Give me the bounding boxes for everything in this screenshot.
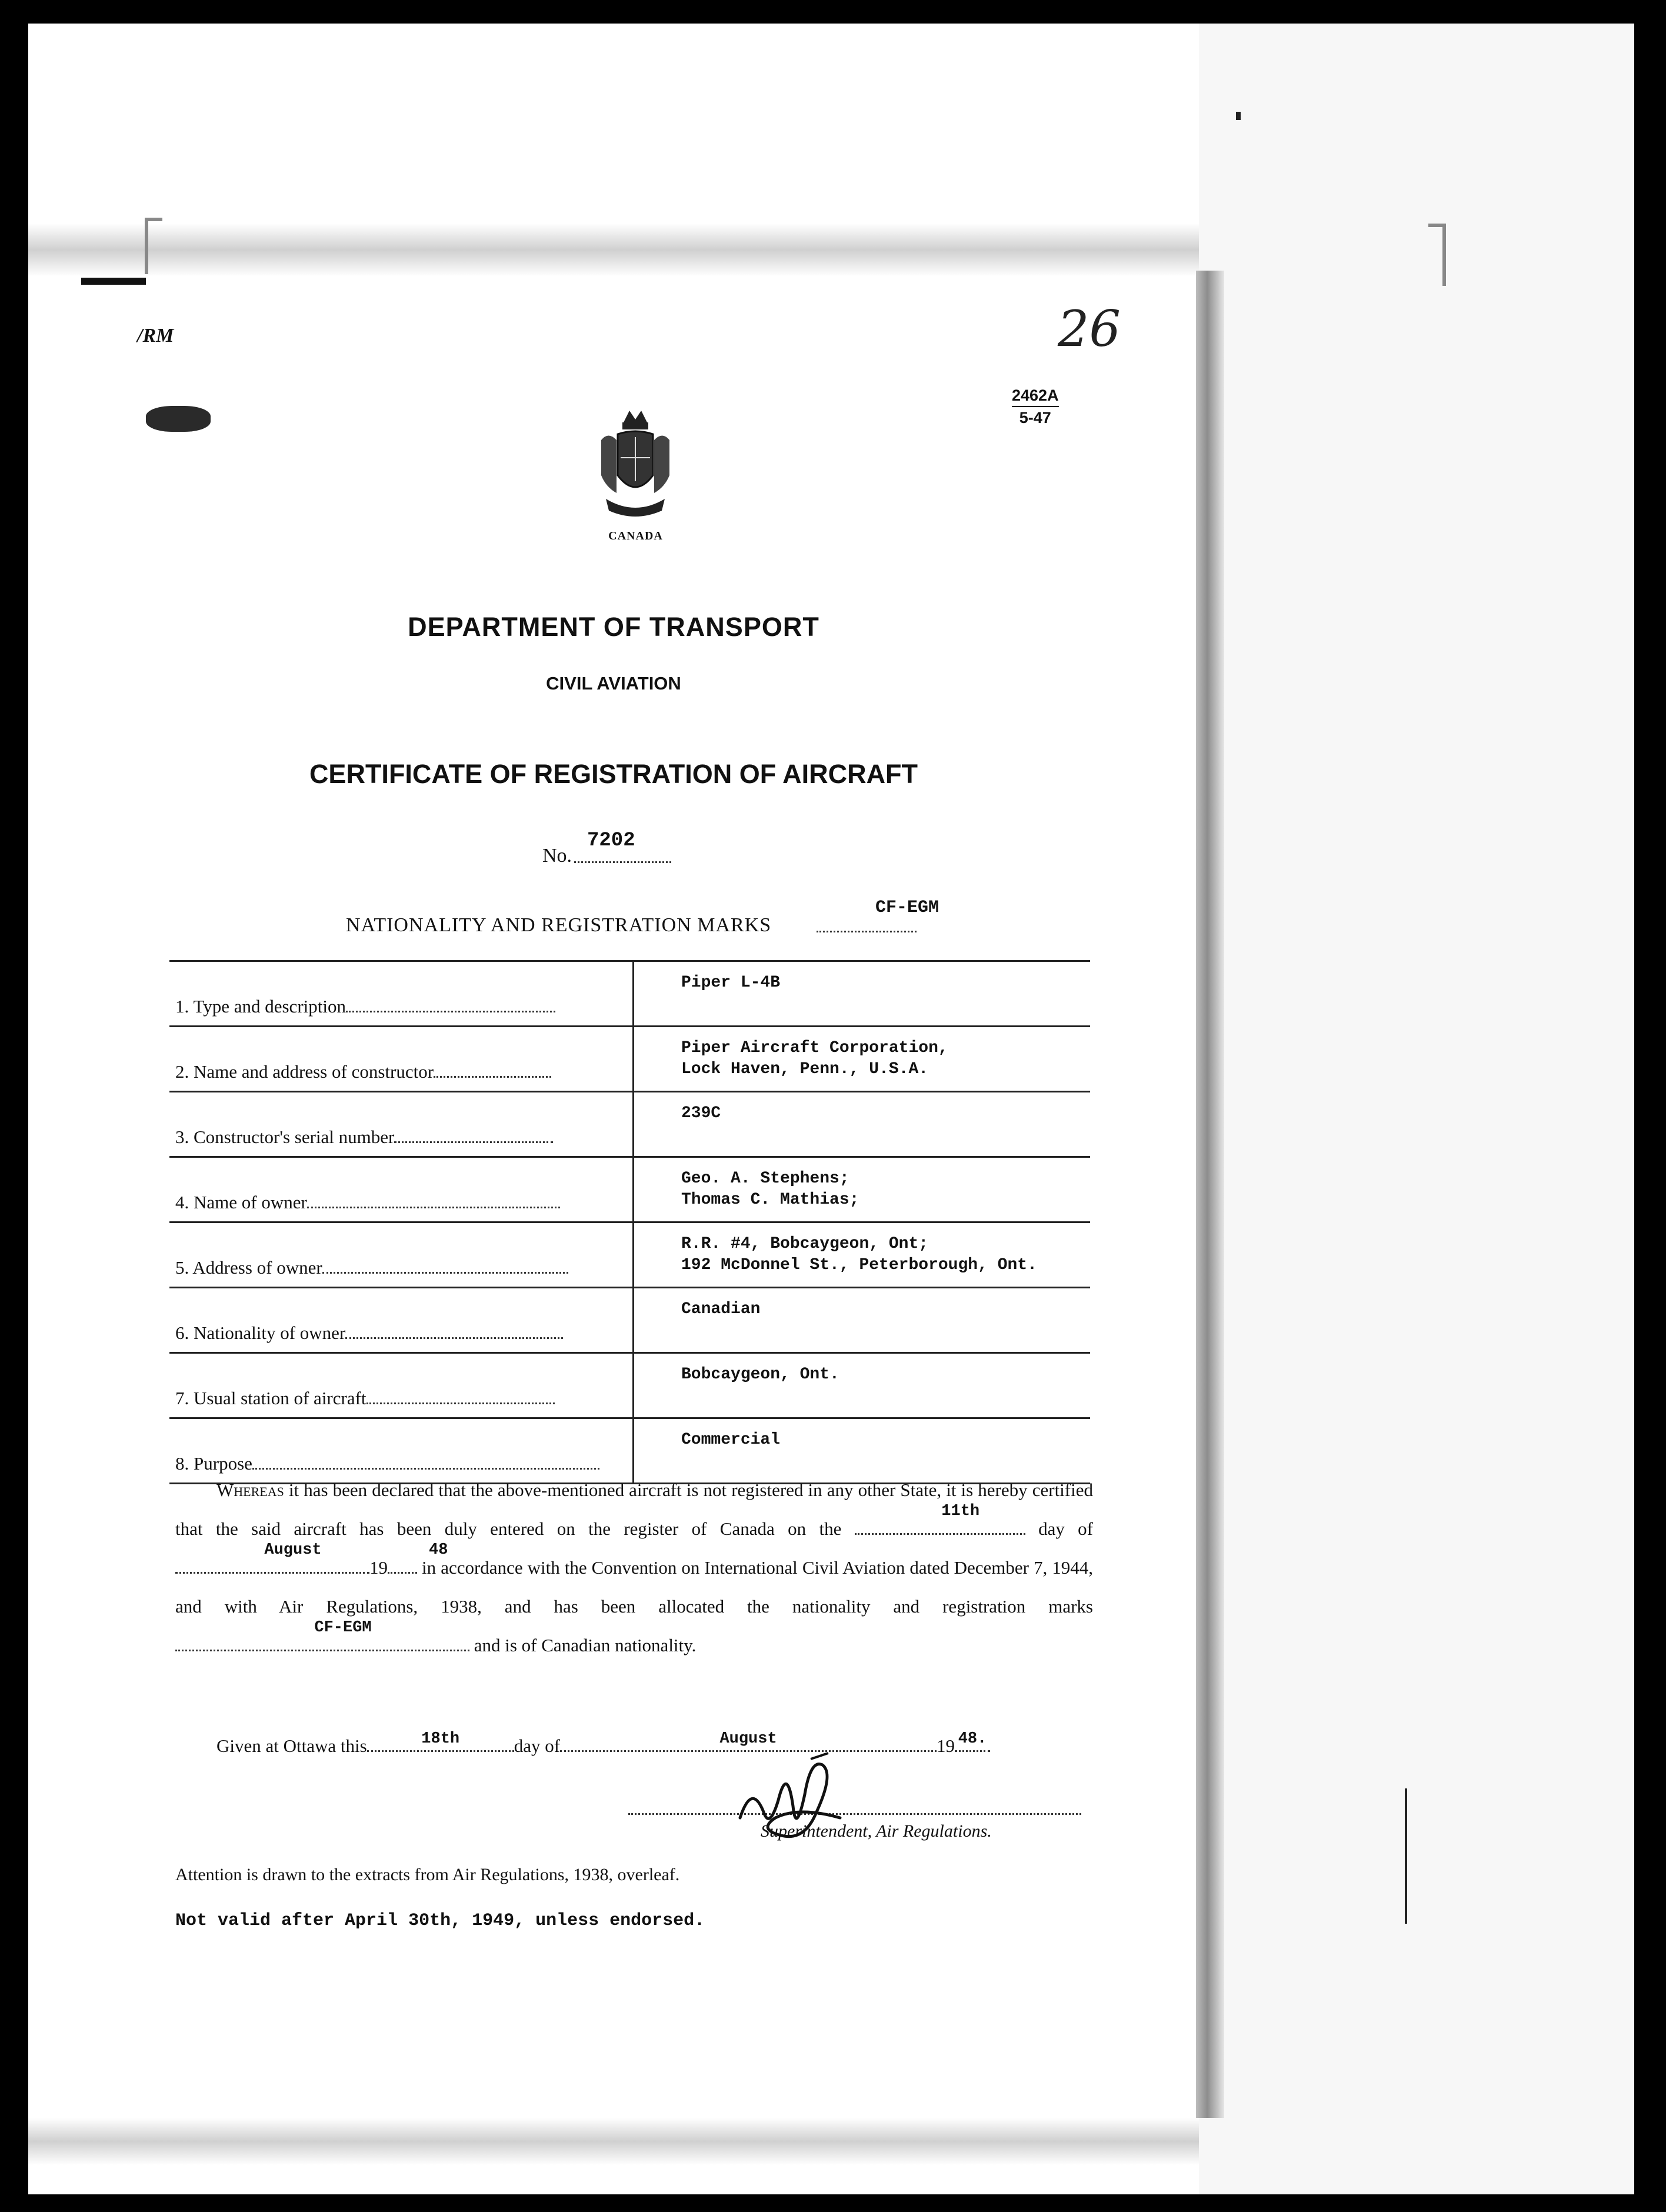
field-label: 1. Type and description bbox=[175, 996, 555, 1017]
form-number: 2462A bbox=[1012, 387, 1059, 404]
declaration-text-2: in accordance with the Convention on International Civil Aviation dated December 7, 1944, and with Air Regulations, 1938, and has been allocated the nationality and registration marks bbox=[175, 1557, 1094, 1617]
nationality-marks-value: CF-EGM bbox=[875, 898, 939, 918]
scan-mark-right bbox=[1405, 1788, 1407, 1924]
field-value: Piper L-4B bbox=[681, 974, 781, 992]
ink-blot bbox=[146, 406, 211, 432]
column-divider bbox=[632, 1027, 634, 1091]
table-row bbox=[169, 1091, 1090, 1156]
attention-note: Attention is drawn to the extracts from Air Regulations, 1938, overleaf. bbox=[175, 1865, 680, 1884]
table-row bbox=[169, 1221, 1090, 1287]
form-code-rule bbox=[1012, 406, 1059, 407]
field-value: Geo. A. Stephens; Thomas C. Mathias; bbox=[681, 1170, 859, 1209]
scan-mark-top-right bbox=[1236, 112, 1241, 120]
field-label: 2. Name and address of constructor bbox=[175, 1061, 551, 1082]
registration-year-field: 48 bbox=[388, 1571, 417, 1574]
crest-label: CANADA bbox=[608, 529, 663, 542]
given-year-field: 48. bbox=[955, 1750, 990, 1752]
given-month-field: August bbox=[560, 1750, 937, 1752]
field-value: Bobcaygeon, Ont. bbox=[681, 1365, 839, 1384]
table-row bbox=[169, 1025, 1090, 1091]
given-day-field: 18th bbox=[367, 1750, 514, 1752]
scanned-document bbox=[28, 24, 1634, 2194]
table-row bbox=[169, 1352, 1090, 1417]
certificate-number: 7202 bbox=[587, 830, 635, 852]
registration-day-field: 11th bbox=[855, 1533, 1025, 1535]
declaration-text-3: and is of Canadian nationality. bbox=[474, 1635, 697, 1655]
table-row bbox=[169, 960, 1090, 1025]
form-code bbox=[1012, 386, 1059, 427]
declaration-text-1: it has been declared that the above-mentioned aircraft is not registered in any other State, it is hereby certified that the said aircraft has been duly entered on the register of Canada on the bbox=[175, 1480, 1093, 1539]
coat-of-arms-icon bbox=[594, 405, 677, 522]
whereas-word: Whereas bbox=[216, 1480, 284, 1500]
field-label: 4. Name of owner bbox=[175, 1192, 560, 1213]
given-prefix: Given at Ottawa this bbox=[216, 1735, 367, 1756]
field-value: R.R. #4, Bobcaygeon, Ont; 192 McDonnel St., Peterborough, Ont. bbox=[681, 1235, 1037, 1274]
certificate-number-dots bbox=[574, 861, 671, 863]
division-heading: CIVIL AVIATION bbox=[546, 673, 681, 694]
nationality-marks-dots bbox=[817, 931, 917, 932]
column-divider bbox=[632, 1092, 634, 1156]
column-divider bbox=[632, 1288, 634, 1352]
file-reference: /RM bbox=[137, 325, 174, 347]
scan-shadow-bottom bbox=[28, 2118, 1199, 2165]
table-row bbox=[169, 1287, 1090, 1352]
certificate-number-label: No. bbox=[542, 845, 572, 867]
column-divider bbox=[632, 1354, 634, 1417]
field-label: 5. Address of owner bbox=[175, 1257, 568, 1278]
department-heading: DEPARTMENT OF TRANSPORT bbox=[408, 612, 819, 642]
column-divider bbox=[632, 1158, 634, 1221]
certificate-title: CERTIFICATE OF REGISTRATION OF AIRCRAFT bbox=[309, 759, 918, 789]
bleed-through-text bbox=[428, 477, 433, 497]
column-divider bbox=[632, 1223, 634, 1287]
validity-note: Not valid after April 30th, 1949, unless endorsed. bbox=[175, 1911, 705, 1931]
particulars-table bbox=[169, 960, 1090, 1484]
column-divider bbox=[632, 962, 634, 1025]
form-date: 5-47 bbox=[1019, 409, 1051, 427]
registration-month-field: August bbox=[175, 1571, 369, 1574]
field-value: Piper Aircraft Corporation, Lock Haven, Penn., U.S.A. bbox=[681, 1039, 948, 1078]
year-prefix: 19 bbox=[369, 1557, 388, 1578]
field-value: Commercial bbox=[681, 1431, 781, 1449]
field-label: 6. Nationality of owner bbox=[175, 1322, 563, 1344]
nationality-marks-label: NATIONALITY AND REGISTRATION MARKS bbox=[346, 914, 772, 936]
page-fold-shadow bbox=[1196, 271, 1224, 2118]
field-value: 239C bbox=[681, 1104, 721, 1122]
handwritten-page-number: 26 bbox=[1058, 300, 1121, 358]
given-day-of: day of bbox=[514, 1735, 561, 1756]
adjacent-page bbox=[1199, 24, 1634, 2194]
corner-bracket-right bbox=[1428, 224, 1446, 286]
declaration-paragraph bbox=[175, 1471, 1093, 1665]
table-row bbox=[169, 1156, 1090, 1221]
registration-marks-field: CF-EGM bbox=[175, 1649, 469, 1651]
field-value: Canadian bbox=[681, 1300, 761, 1318]
scan-shadow-top bbox=[28, 224, 1199, 276]
given-year-prefix: 19 bbox=[937, 1735, 955, 1756]
corner-bracket-left bbox=[145, 218, 162, 274]
field-label: 8. Purpose bbox=[175, 1453, 599, 1474]
signatory-title: Superintendent, Air Regulations. bbox=[761, 1821, 992, 1841]
margin-dash bbox=[81, 278, 146, 285]
field-label: 7. Usual station of aircraft bbox=[175, 1388, 555, 1409]
day-of-label: day of bbox=[1038, 1518, 1093, 1539]
field-label: 3. Constructor's serial number bbox=[175, 1127, 553, 1148]
